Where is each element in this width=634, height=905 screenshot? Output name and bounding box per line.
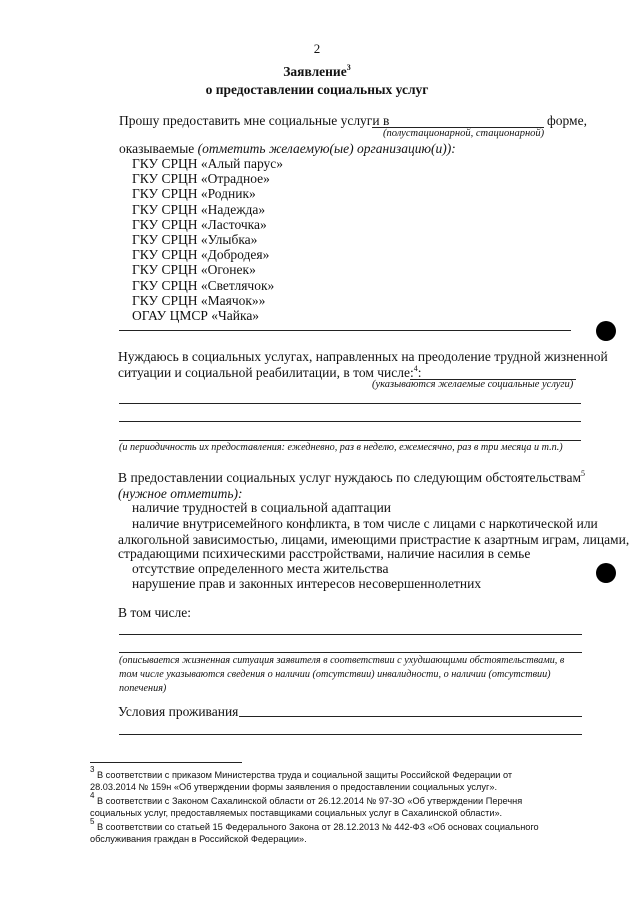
circumstance-item-1[interactable]: наличие трудностей в социальной адаптации xyxy=(132,500,392,515)
services-line-3[interactable] xyxy=(119,421,581,422)
page-subtitle: о предоставлении социальных услуг xyxy=(205,82,429,97)
organization-item[interactable]: ГКУ СРЦН «Родник» xyxy=(132,186,256,202)
services-line-4[interactable] xyxy=(119,440,581,441)
including-hint-1: (описывается жизненная ситуация заявителя в соответствии с ухудшающими обстоятельствами, в xyxy=(119,655,565,666)
circumstance-item-2-line3: страдающими психическими расстройствами, наличие насилия в семье xyxy=(118,546,531,561)
page-number: 2 xyxy=(313,41,321,56)
organization-item[interactable]: ГКУ СРЦН «Ласточка» xyxy=(132,216,267,232)
organization-item[interactable]: ГКУ СРЦН «Улыбка» xyxy=(132,232,258,248)
page-title xyxy=(0,64,634,80)
living-label: Условия проживания xyxy=(118,704,239,719)
need-line2: ситуации и социальной реабилитации, в том числе: xyxy=(118,365,414,380)
organization-extra-line[interactable] xyxy=(119,330,571,331)
including-hint-2: том числе указываются сведения о наличии (отсутствии) инвалидности, о наличии (отсутствии) xyxy=(119,669,551,680)
footnote-separator xyxy=(90,762,242,763)
need-line2-suffix: : xyxy=(417,365,422,380)
including-line-1[interactable] xyxy=(119,634,582,635)
footnote-4 xyxy=(90,791,587,819)
footnote-4-line1: В соответствии с Законом Сахалинской области от 26.12.2014 № 97-ЗО «Об утверждении Перечня xyxy=(94,796,523,806)
living-field[interactable] xyxy=(239,716,582,717)
footnote-3-line1: В соответствии с приказом Министерства труда и социальной защиты Российской Федерации от xyxy=(94,770,513,780)
circumstance-item-2-line2: алкогольной зависимостью, лицами, имеющими пристрастие к азартным играм, лицами, xyxy=(118,532,630,547)
need-paragraph xyxy=(118,348,608,365)
circumstances-intro: В предоставлении социальных услуг нуждаюсь по следующим обстоятельствам xyxy=(118,470,581,485)
footnote-3 xyxy=(90,765,587,793)
title-footnote-ref: 3 xyxy=(346,63,351,72)
circumstances-hint: (нужное отметить): xyxy=(118,486,243,501)
circumstance-item-3[interactable]: отсутствие определенного места жительства xyxy=(132,561,389,576)
including-hint-3: попечения) xyxy=(119,683,167,694)
footnote-4-line2: социальных услуг, предоставляемых поставщиками социальных услуг в Сахалинской области». xyxy=(90,808,503,818)
organization-item[interactable]: ГКУ СРЦН «Светлячок» xyxy=(132,277,275,293)
circumstances-footnote-ref: 5 xyxy=(581,469,585,478)
footnote-5 xyxy=(90,817,587,845)
services-hint: (указываются желаемые социальные услуги) xyxy=(372,379,574,390)
period-hint: (и периодичность их предоставления: ежедневно, раз в неделю, ежемесячно, раз в три месяца и т.п.) xyxy=(119,442,563,453)
organization-item[interactable]: ГКУ СРЦН «Алый парус» xyxy=(132,156,284,171)
circumstance-item-2-line1: наличие внутрисемейного конфликта, в том числе с лицами с наркотической или xyxy=(132,516,598,531)
footnote-5-ref: 5 xyxy=(90,817,95,826)
organization-list xyxy=(132,156,283,323)
title-line1: Заявление xyxy=(283,64,347,79)
organization-item[interactable]: ГКУ СРЦН «Отрадное» xyxy=(132,171,270,187)
request-line2-hint: (отметить желаемую(ые) организацию(и)): xyxy=(197,141,456,156)
footnote-5-line1: В соответствии со статьей 15 Федерального Закона от 28.12.2013 № 442-ФЗ «Об основах социального xyxy=(94,822,539,832)
punch-hole-bottom xyxy=(596,563,616,583)
organization-item[interactable]: ОГАУ ЦМСР «Чайка» xyxy=(132,308,260,324)
need-footnote-ref: 4 xyxy=(413,364,418,373)
circumstances-paragraph xyxy=(118,469,585,486)
request-line1-end: форме, xyxy=(547,113,587,128)
living-line-2[interactable] xyxy=(119,734,582,735)
organization-item[interactable]: ГКУ СРЦН «Добродея» xyxy=(132,247,270,263)
punch-hole-top xyxy=(596,321,616,341)
footnote-4-ref: 4 xyxy=(90,791,95,800)
form-type-hint: (полустационарной, стационарной) xyxy=(383,128,545,139)
request-line2-start: оказываемые xyxy=(119,141,198,156)
footnote-3-ref: 3 xyxy=(90,765,95,774)
including-line-2[interactable] xyxy=(119,652,582,653)
request-line1-start: Прошу предоставить мне социальные услуги в xyxy=(119,113,390,128)
organization-item[interactable]: ГКУ СРЦН «Огонек» xyxy=(132,262,256,278)
circumstance-item-4[interactable]: нарушение прав и законных интересов несовершеннолетних xyxy=(132,576,482,591)
footnote-3-line2: 28.03.2014 № 159н «Об утверждении формы заявления о предоставлении социальных услуг». xyxy=(90,782,497,792)
need-line1: Нуждаюсь в социальных услугах, направленных на преодоление трудной жизненной xyxy=(118,349,608,364)
organization-item[interactable]: ГКУ СРЦН «Маячок»» xyxy=(132,292,266,308)
including-label: В том числе: xyxy=(118,605,191,620)
circumstance-item-2[interactable] xyxy=(132,515,598,532)
organization-item[interactable]: ГКУ СРЦН «Надежда» xyxy=(132,201,266,217)
footnote-5-line2: обслуживания граждан в Российской Федерации». xyxy=(90,834,307,844)
services-line-2[interactable] xyxy=(119,403,581,404)
